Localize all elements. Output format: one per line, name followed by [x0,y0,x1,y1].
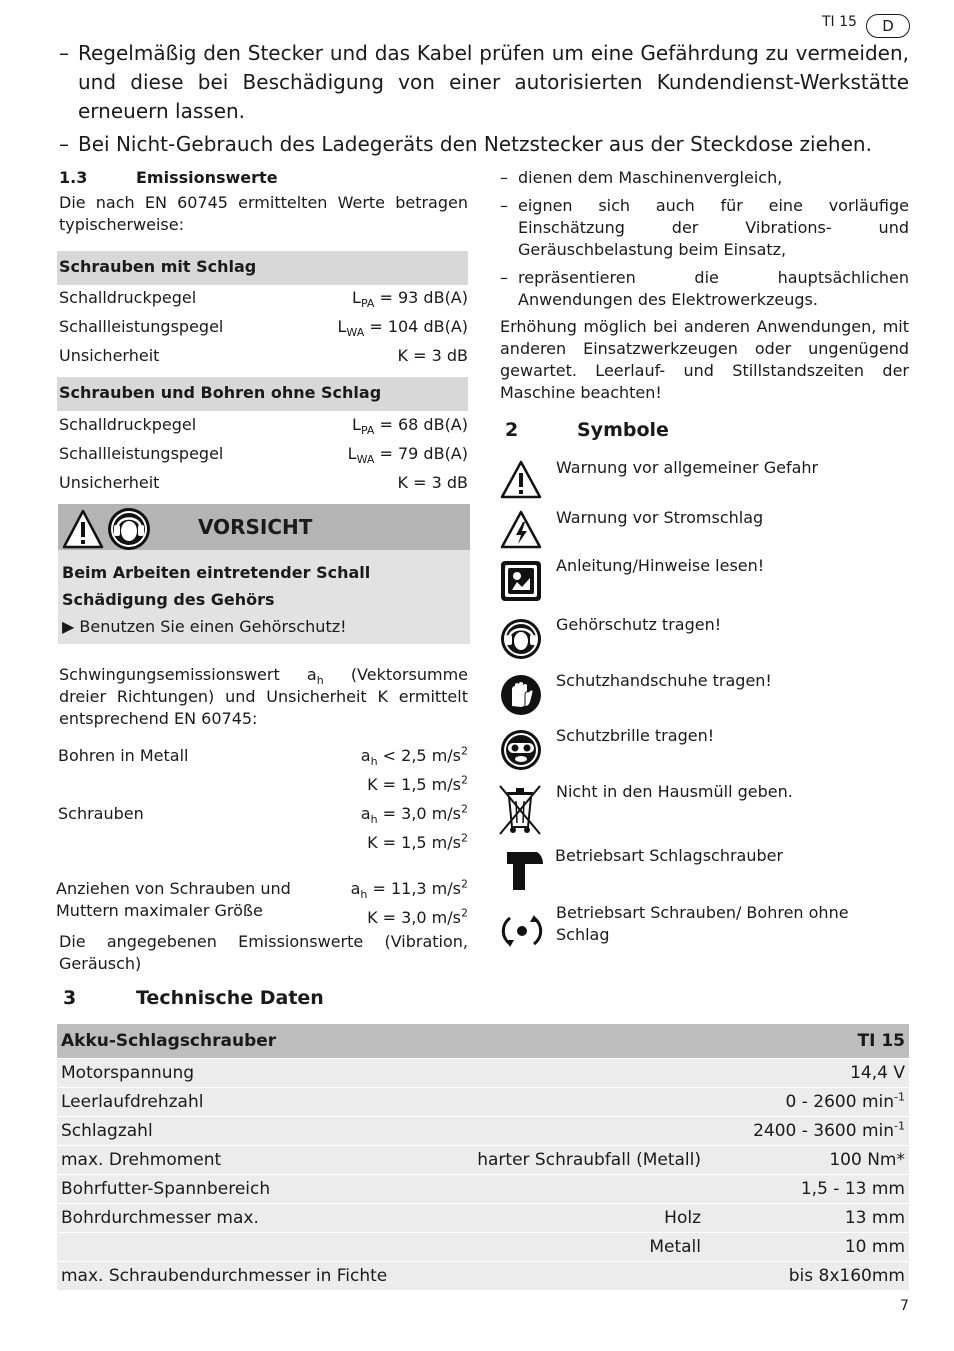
symbol-text-electric-shock: Warnung vor Stromschlag [556,508,764,527]
section-13-number: 1.3 [59,168,88,187]
table-row: Motorspannung 14,4 V [57,1059,909,1087]
section-13-title: Emissionswerte [136,168,278,187]
table-row: Bohrfutter-Spannbereich 1,5 - 13 mm [57,1175,909,1203]
group2-title: Schrauben und Bohren ohne Schlag [59,383,382,402]
crossed-bin-icon [496,783,544,837]
group1-title: Schrauben mit Schlag [59,257,257,276]
table-row: Leerlaufdrehzahl 0 - 2600 $\min^{-1}$ [57,1088,909,1116]
vib-row-3-a: $a_h = 11,3$ $m/s^2$ [350,877,468,902]
vib-row-3-label: Anziehen von Schrauben und Muttern maximaler Größe [56,879,291,920]
symbol-text-read-manual: Anleitung/Hinweise lesen! [556,556,765,575]
safety-goggles-icon [500,729,542,771]
ear-protection-icon [500,618,542,660]
table-row: max. Drehmoment harter Schraubfall (Metall) 100 Nm* [57,1146,909,1174]
warning-triangle-icon [62,509,104,549]
table-row: Schlagzahl 2400 - 3600 $\min^{-1}$ [57,1117,909,1145]
vib-row-1-a: $a_h < 2,5$ $m/s^2$ [360,744,468,769]
model-code: TI 15 [822,14,857,30]
right-bullet-3: – repräsentieren die hauptsächlichen Anwendungen des Elektrowerkzeugs. [500,268,909,309]
symbol-text-disposal: Nicht in den Hausmüll geben. [556,782,793,801]
table-row: Metall 10 mm [57,1233,909,1261]
caution-line-2: Schädigung des Gehörs [62,590,275,609]
right-bullet-1: – dienen dem Maschinenvergleich, [500,168,783,187]
section-3-title: Technische Daten [136,987,324,1009]
caution-line-1: Beim Arbeiten eintretender Schall [62,563,371,582]
gloves-icon [500,674,542,716]
vib-row-2-k: K = 1,5 $m/s^2$ [367,831,468,852]
play-arrow-icon: ▶ [62,617,75,636]
vib-row-2-label: Schrauben [58,804,144,823]
table-header: Akku-Schlagschrauber TI 15 [57,1024,909,1058]
symbol-text-gloves: Schutzhandschuhe tragen! [556,671,772,690]
vib-row-3-k: K = 3,0 $m/s^2$ [367,906,468,927]
emission-note: Die angegebenen Emissionswerte (Vibration, Geräusch) [59,932,468,973]
vib-row-2-a: $a_h = 3,0$ $m/s^2$ [360,802,468,827]
symbol-text-goggles: Schutzbrille tragen! [556,726,715,745]
symbol-text-rotation-mode: Betriebsart Schrauben/ Bohren ohne Schlag [556,903,849,944]
caution-action: ▶ Benutzen Sie einen Gehörschutz! [62,617,347,636]
intro-bullet-2: – Bei Nicht-Gebrauch des Ladegeräts den Netzstecker aus der Steckdose ziehen. [59,132,872,156]
page-number: 7 [900,1298,909,1314]
vib-row-1-k: K = 1,5 $m/s^2$ [367,773,468,794]
symbol-text-hammer-mode: Betriebsart Schlagschrauber [555,846,784,865]
ear-protection-icon [107,507,151,551]
electric-shock-icon [500,509,542,551]
symbol-text-ear-protection: Gehörschutz tragen! [556,615,722,634]
right-paragraph: Erhöhung möglich bei anderen Anwendungen, mit anderen Einsatzwerkzeugen oder ungenügend gewartet. Leerlauf- und Stillstandszeiten der Maschine beachten! [500,317,909,402]
right-bullet-2: – eignen sich auch für eine vorläufige Einschätzung der Vibrations- und Geräuschbelastung beim Einsatz, [500,196,909,259]
rotation-mode-icon [500,910,544,952]
read-manual-icon [500,560,542,602]
caution-title: VORSICHT [198,515,313,539]
section-2-title: Symbole [577,419,669,441]
symbol-text-general-hazard: Warnung vor allgemeiner Gefahr [556,458,819,477]
section-2-number: 2 [505,419,519,441]
intro-bullet-1: – Regelmäßig den Stecker und das Kabel prüfen um eine Gefährdung zu vermeiden, und diese bei Beschädigung von einer autorisierten Kundendienst-Werkstätte erneuern lassen. [59,41,909,123]
table-row: Bohrdurchmesser max. Holz 13 mm [57,1204,909,1232]
warning-triangle-icon [500,459,542,501]
table-row: max. Schraubendurchmesser in Fichte bis 8x160mm [57,1262,909,1290]
section-3-number: 3 [63,987,77,1009]
language-badge: D [866,14,910,38]
hammer-mode-icon [505,850,545,892]
section-13-intro: Die nach EN 60745 ermittelten Werte betragen typischerweise: [59,193,468,234]
vibration-intro: Schwingungsemissionswert $a_h$ (Vektorsumme dreier Richtungen) und Unsicherheit K ermittelt entsprechend EN 60745: [59,665,468,728]
vib-row-1-label: Bohren in Metall [58,746,189,765]
